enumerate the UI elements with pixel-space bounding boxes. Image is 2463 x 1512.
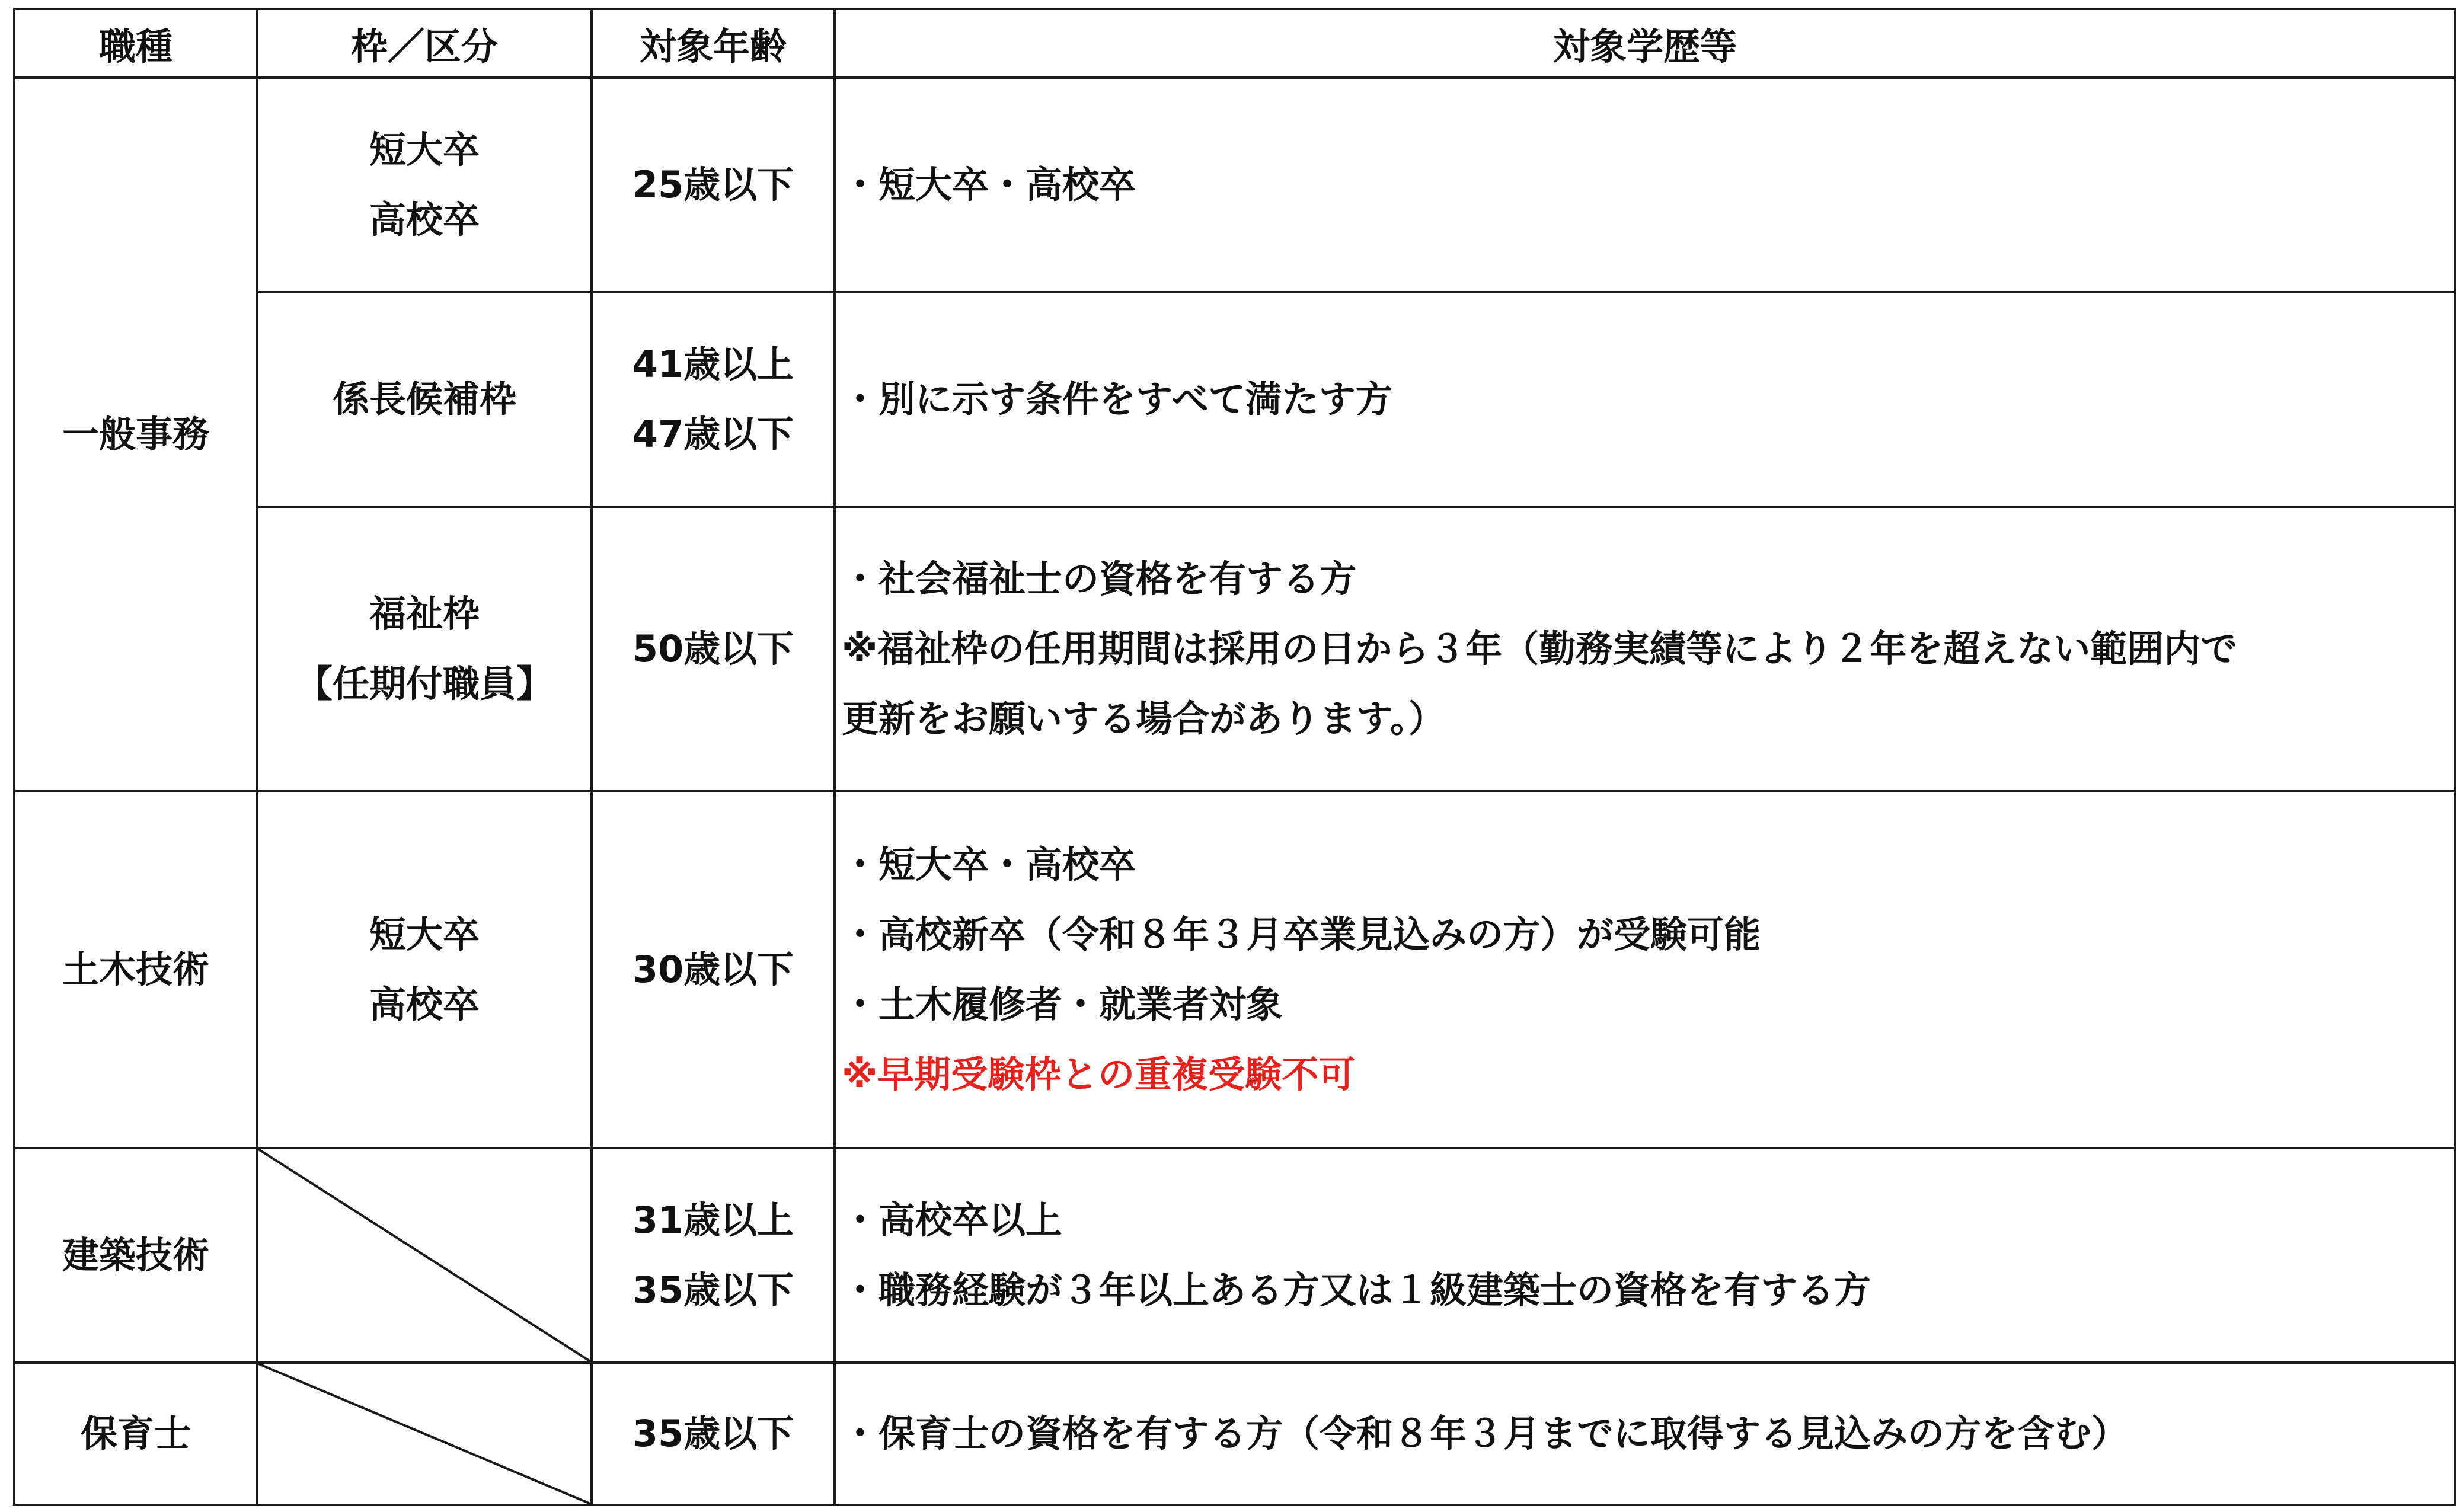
table-row	[14, 1363, 2455, 1505]
job-name: 保育士	[80, 1412, 191, 1455]
category-cell	[257, 78, 592, 292]
table-row	[14, 292, 2455, 507]
table-row	[14, 1148, 2455, 1363]
warning-note: ※早期受験枠との重複受験不可	[842, 1053, 1356, 1096]
age-line: 30歳以下	[632, 948, 794, 991]
education-cell	[835, 507, 2455, 791]
header-job: 職種	[14, 9, 257, 78]
job-cell	[14, 791, 257, 1148]
education-line: ・保育士の資格を有する方（令和８年３月までに取得する見込みの方を含む）	[842, 1412, 2129, 1455]
header-category: 枠／区分	[257, 9, 592, 78]
age-cell	[592, 1363, 835, 1505]
category-cell	[257, 292, 592, 507]
age-cell	[592, 78, 835, 292]
category-line: 短大卒	[369, 913, 480, 956]
education-line: ・高校新卒（令和８年３月卒業見込みの方）が受験可能	[842, 913, 1761, 956]
education-cell	[835, 78, 2455, 292]
category-line: 高校卒	[369, 198, 480, 241]
age-line: 41歳以上	[632, 343, 794, 386]
category-line: 係長候補枠	[332, 378, 516, 421]
education-line: ・別に示す条件をすべて満たす方	[842, 378, 1392, 421]
age-line: 50歳以下	[632, 627, 794, 670]
education-cell	[835, 292, 2455, 507]
education-line: 更新をお願いする場合があります。）	[842, 697, 1446, 740]
education-line: ※福祉枠の任用期間は採用の日から３年（勤務実績等により２年を超えない範囲内で	[842, 627, 2238, 670]
header-education: 対象学歴等	[835, 9, 2455, 78]
job-cell	[14, 1148, 257, 1363]
education-line: ・社会福祉士の資格を有する方	[842, 557, 1357, 600]
table-row	[14, 78, 2455, 292]
diagonal-slash	[258, 1149, 590, 1361]
category-line: 【任期付職員】	[295, 662, 553, 705]
age-cell	[592, 507, 835, 791]
job-name: 一般事務	[62, 413, 209, 456]
education-line: ・短大卒・高校卒	[842, 163, 1136, 206]
education-line: ・職務経験が３年以上ある方又は１級建築士の資格を有する方	[842, 1268, 1871, 1312]
category-cell	[257, 507, 592, 791]
age-line: 31歳以上	[632, 1198, 794, 1242]
age-cell	[592, 1148, 835, 1363]
header-row	[14, 9, 2455, 78]
eligibility-table	[13, 8, 2456, 1506]
table-row	[14, 791, 2455, 1148]
job-name: 建築技術	[62, 1233, 209, 1277]
job-cell	[14, 78, 257, 791]
category-cell	[257, 791, 592, 1148]
education-line: ・土木履修者・就業者対象	[842, 983, 1283, 1026]
education-line: ・短大卒・高校卒	[842, 843, 1136, 886]
age-line: 35歳以下	[632, 1268, 794, 1312]
empty-category-cell	[257, 1148, 592, 1363]
education-cell	[835, 1363, 2455, 1505]
category-line: 高校卒	[369, 983, 480, 1026]
category-line: 短大卒	[369, 128, 480, 171]
education-cell	[835, 791, 2455, 1148]
age-line: 25歳以下	[632, 163, 794, 206]
age-line: 35歳以下	[632, 1412, 794, 1455]
table-row	[14, 507, 2455, 791]
job-cell	[14, 1363, 257, 1505]
category-line: 福祉枠	[369, 592, 480, 635]
job-name: 土木技術	[62, 948, 209, 991]
age-cell	[592, 292, 835, 507]
header-age: 対象年齢	[592, 9, 835, 78]
age-cell	[592, 791, 835, 1148]
age-line: 47歳以下	[632, 413, 794, 456]
diagonal-slash	[258, 1364, 590, 1504]
education-cell	[835, 1148, 2455, 1363]
empty-category-cell	[257, 1363, 592, 1505]
education-line: ・高校卒以上	[842, 1198, 1063, 1242]
